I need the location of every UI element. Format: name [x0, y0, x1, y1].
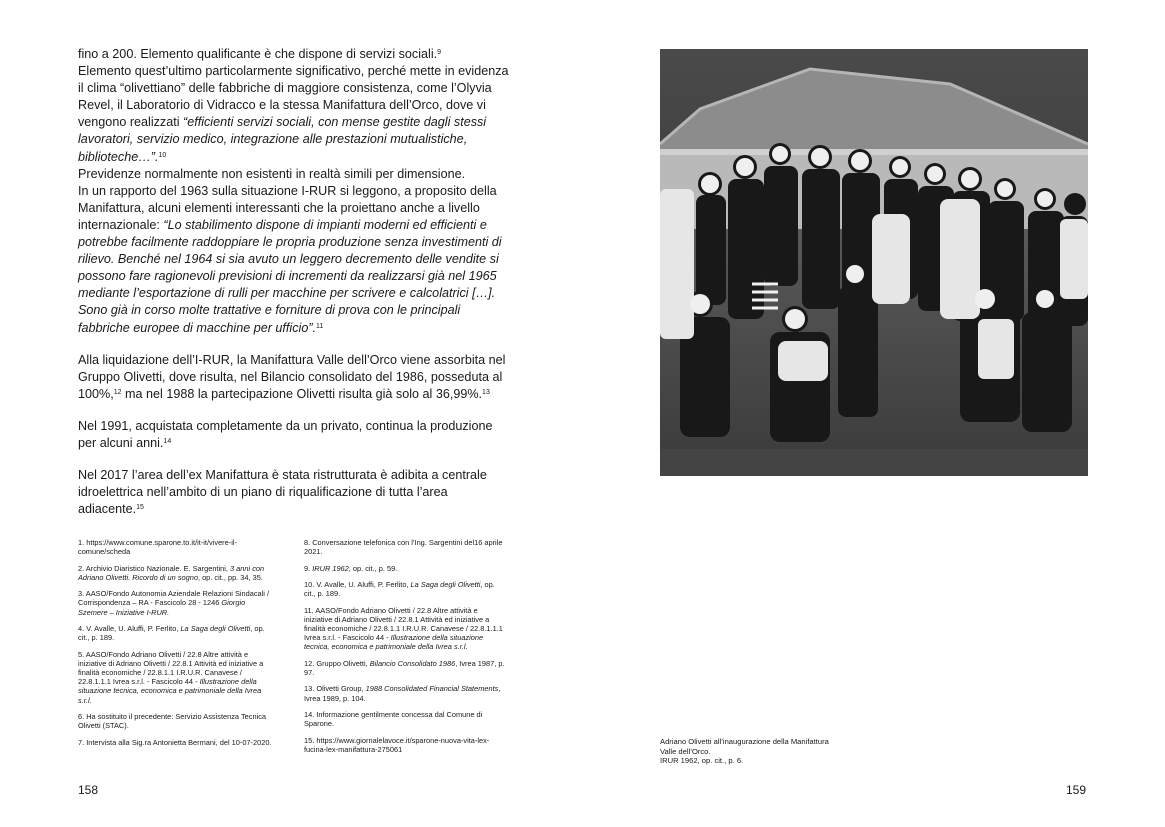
text-run: 9.	[304, 563, 313, 573]
text-run: Giorgio Szemere – Iniziative I-RUR.	[78, 598, 246, 617]
footnote	[304, 580, 508, 598]
text-run: 1988 Consolidated Financial Statements	[365, 684, 499, 694]
photo-caption	[660, 737, 880, 766]
text-run: 2. Archivio Diaristico Nazionale. E. Sargentini,	[78, 563, 230, 573]
text-run: 10	[158, 151, 167, 159]
text-run: Illustrazione della situazione tecnica, economica e patrimoniale della Ivrea s.r.l.	[78, 677, 262, 705]
footnote	[78, 738, 276, 747]
footnote	[304, 606, 508, 652]
text-run: , Ivrea 1987, p. 97.	[304, 658, 505, 677]
text-run: La Saga degli Olivetti	[180, 623, 251, 633]
group-photo	[660, 49, 1088, 476]
text-run: La Saga degli Olivetti	[410, 579, 481, 589]
footnotes-right-column	[304, 538, 508, 761]
text-run: Previdenze normalmente non esistenti in realtà simili per dimensione.	[78, 166, 466, 181]
paragraph	[78, 352, 510, 403]
text-run: 3. AASO/Fondo Autonomia Aziendale Relazioni Sindacali / Corrispondenza – RA - Fascicolo 28 - 1246	[78, 589, 270, 608]
footnote	[78, 589, 276, 617]
text-run: 9	[437, 49, 442, 56]
footnote	[78, 712, 276, 730]
footnote	[304, 684, 508, 702]
text-run: 4. V. Avalle, U. Aluffi, P. Ferlito,	[78, 623, 181, 633]
page-number-right: 159	[1066, 783, 1087, 797]
footnotes-left-column	[78, 538, 276, 754]
footnote	[78, 538, 276, 556]
footnote	[304, 710, 508, 728]
text-run: 8. Conversazione telefonica con l’Ing. Sargentini del16 aprile 2021.	[304, 538, 503, 557]
body-text	[78, 46, 510, 533]
text-run: , op. cit., p. 59.	[348, 563, 398, 573]
text-run: In un rapporto del 1963 sulla situazione I-RUR si leggono, a proposito della Manifattura, alcuni elementi interessanti che la proiettano anche a livello internazionale:	[78, 183, 497, 232]
text-run: 13	[482, 388, 490, 396]
footnote	[304, 736, 508, 754]
text-run: Bilancio Consolidato 1986	[369, 658, 456, 668]
text-run: Nel 2017 l’area dell’ex Manifattura è stata ristrutturata è adibita a centrale idroelettrica nell’ambito di un piano di riqualificazione di tutta l’area adiacente.	[78, 468, 487, 517]
text-run: 5. AASO/Fondo Adriano Olivetti / 22.8 Altre attività e iniziative di Adriano Olivetti / 22.8.1 Attività ed iniziative a finalità economiche / 22.8.1.1 I.R.U.R. Canavese / 22.8.1.1.1 Ivrea s.r.l. - Fascicolo 44 -	[78, 649, 264, 687]
text-run: Nel 1991, acquistata completamente da un privato, continua la produzione per alcuni anni.	[78, 418, 493, 450]
text-run: 1. https://www.comune.sparone.to.it/it-it/vivere-il-comune/scheda	[78, 538, 237, 557]
text-run: fino a 200. Elemento qualificante è che dispone di servizi sociali.	[78, 47, 438, 61]
text-run: 6. Ha sostituito il precedente: Servizio Assistenza Tecnica Olivetti (STAC).	[78, 711, 267, 731]
text-run: 10. V. Avalle, U. Aluffi, P. Ferlito,	[304, 579, 411, 589]
text-run: , op. cit., p. 189.	[304, 579, 495, 599]
text-run: 12	[113, 388, 122, 396]
caption-line: Adriano Olivetti all’inaugurazione della Manifattura	[660, 737, 829, 746]
text-run: 11	[316, 322, 324, 330]
text-run: 13. Olivetti Group,	[304, 684, 366, 694]
paragraph	[78, 418, 510, 452]
footnote	[78, 624, 276, 642]
footnote	[304, 659, 508, 677]
caption-line: IRUR 1962, op. cit., p. 6.	[660, 756, 744, 766]
caption-line: Valle dell’Orco.	[660, 746, 711, 756]
footnote	[78, 564, 276, 582]
text-run: 15	[136, 504, 144, 512]
text-run: Elemento quest’ultimo particolarmente significativo, perché mette in evidenza il clima “olivettiano” delle fabbriche di maggiore consistenza, come l’Olyvia Revel, il Laboratorio di Vidracco e la stessa Manifattura dell’Orco, dove vi vengono realizzati	[78, 64, 509, 130]
text-run: 15. https://www.giornalelavoce.it/sparone-nuova-vita-lex-fucina-lex-manifattura-275061	[304, 735, 490, 754]
text-run: , op. cit., pp. 34, 35.	[197, 572, 263, 582]
text-run: “efficienti servizi sociali, con mense gestite dagli stessi lavoratori, servizio medico, integrazione alle prestazioni mutualistiche, biblioteche…”.	[78, 115, 487, 164]
text-run: , Ivrea 1989, p. 104.	[304, 684, 501, 703]
page-number-left: 158	[78, 783, 99, 797]
text-run: 3 anni con Adriano Olivetti. Ricordo di un sogno	[78, 563, 265, 582]
text-run: 7. Intervista alla Sig.ra Antonietta Bermani, del 10-07-2020.	[78, 737, 272, 747]
paragraph	[78, 46, 510, 337]
text-run: “Lo stabilimento dispone di impianti moderni ed efficienti e potrebbe facilmente raddoppiare le propria produzione senza investimenti di rilievo. Benché nel 1964 si sia avuto un leggero decremento delle vendite si possono fare ragionevoli previsioni di incrementi da realizzarsi già nel 1965 mediante l’esportazione di rulli per macchine per scrivere e calcolatrici […]. Sono già in corso molte trattative e forniture di prova con le principali fabbriche europee di macchine per ufficio”.	[78, 217, 502, 335]
text-run: 14	[163, 437, 172, 445]
text-run: IRUR 1962	[312, 563, 349, 573]
text-run: ma nel 1988 la partecipazione Olivetti risulta già solo al 36,99%.	[121, 386, 483, 401]
text-run: 14. Informazione gentilmente concessa dal Comune di Sparone.	[304, 709, 483, 729]
text-run: Alla liquidazione dell’I-RUR, la Manifattura Valle dell’Orco viene assorbita nel Gruppo Olivetti, dove risulta, nel Bilancio consolidato del 1986, posseduta al 100%,	[78, 352, 506, 401]
text-run: 11. AASO/Fondo Adriano Olivetti / 22.8 Altre attività e iniziative di Adriano Olivetti / 22.8.1 Attività ed iniziative a finalità economiche / 22.8.1.1 I.R.U.R. Canavese / 22.8.1.1.1 Ivrea s.r.l. - Fascicolo 44 -	[304, 605, 503, 643]
footnote	[78, 650, 276, 705]
text-run: , op. cit., p. 189.	[78, 623, 265, 643]
footnote	[304, 564, 508, 573]
text-run: Illustrazione della situazione tecnica, economica e patrimoniale della Ivrea s.r.l.	[304, 633, 484, 652]
paragraph	[78, 467, 510, 518]
text-run: 12. Gruppo Olivetti,	[304, 658, 370, 668]
footnote	[304, 538, 508, 556]
